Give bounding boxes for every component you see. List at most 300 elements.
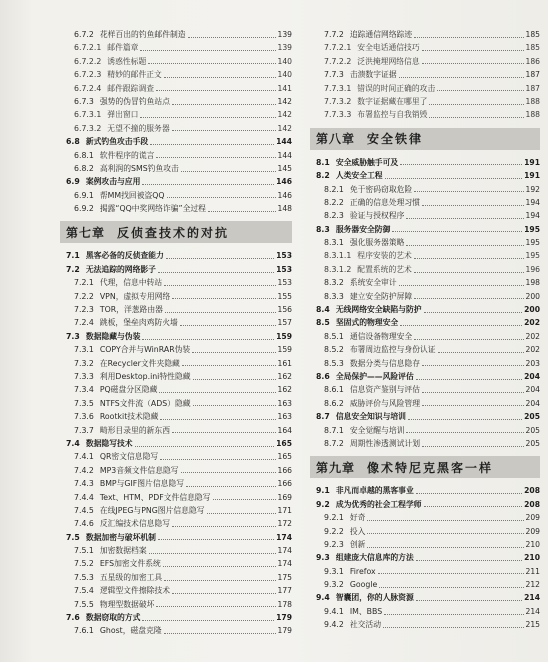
- toc-entry: [66, 504, 292, 517]
- section-title: 程序安装的艺术: [357, 251, 412, 261]
- section-title: Firefox: [349, 566, 376, 576]
- dot-leader: [182, 364, 276, 366]
- page-number: 145: [277, 163, 292, 173]
- page-number: 198: [525, 278, 540, 288]
- section-title: 信息安全知识与培训: [335, 412, 406, 422]
- dot-leader: [378, 572, 524, 574]
- dot-leader: [406, 244, 523, 246]
- toc-entry: [316, 565, 540, 578]
- page-number: 172: [277, 519, 292, 529]
- page-number: 144: [276, 137, 292, 147]
- dot-leader: [181, 170, 276, 172]
- section-title: 系统安全审计: [349, 278, 397, 288]
- dot-leader: [414, 257, 524, 259]
- page-number: 179: [276, 613, 292, 623]
- toc-entry: [316, 330, 540, 343]
- toc-entry: [316, 383, 540, 396]
- dot-leader: [422, 49, 524, 51]
- toc-entry: [316, 156, 540, 169]
- page-number: 162: [277, 371, 292, 381]
- section-number: 7.7.3: [324, 70, 344, 80]
- section-number: 7.3.3: [74, 371, 94, 381]
- toc-entry: [66, 68, 292, 81]
- toc-entry: [316, 591, 540, 604]
- dot-leader: [193, 378, 276, 380]
- section-title: 弹出窗口: [107, 110, 139, 120]
- toc-entry: [66, 330, 292, 343]
- page-number: 188: [525, 110, 540, 120]
- section-title: 免于密码窃取危险: [349, 184, 413, 194]
- section-title: 错误的时间正确的攻击: [357, 83, 436, 93]
- dot-leader: [181, 471, 276, 473]
- dot-leader: [149, 552, 276, 554]
- toc-entry: [66, 316, 292, 329]
- toc-entry: [66, 611, 292, 624]
- section-number: 6.9.1: [74, 190, 94, 200]
- page-number: 166: [277, 479, 292, 489]
- section-number: 9.4: [316, 593, 330, 603]
- dot-leader: [422, 62, 524, 64]
- section-number: 9.4.2: [324, 620, 344, 630]
- section-title: 全局保护——风险评估: [335, 371, 414, 381]
- dot-leader: [156, 89, 275, 91]
- section-title: 创新: [349, 539, 366, 549]
- toc-entry: [66, 175, 292, 188]
- dot-leader: [164, 579, 275, 581]
- page-number: 195: [524, 224, 540, 234]
- toc-entry: [316, 618, 540, 631]
- page-number: 153: [276, 264, 292, 274]
- toc-entry: [66, 383, 292, 396]
- page-number: 174: [277, 559, 292, 569]
- section-number: 8.2.3: [324, 211, 344, 221]
- page-number: 205: [524, 412, 540, 422]
- toc-entry: [66, 624, 292, 637]
- dot-leader: [159, 391, 275, 393]
- toc-entry: [66, 122, 292, 135]
- section-title: 畸形目录里的新东西: [99, 425, 171, 435]
- chapter-title: 像术特尼克黑客一样: [367, 460, 494, 475]
- section-number: 8.7.1: [324, 425, 344, 435]
- page-number: 187: [525, 70, 540, 80]
- toc-entry: [316, 236, 540, 249]
- section-number: 6.8.2: [74, 163, 94, 173]
- toc-entry: [66, 263, 292, 276]
- toc-entry: [66, 290, 292, 303]
- chapter-number: 第八章: [316, 132, 356, 147]
- page-number: 161: [277, 358, 292, 368]
- toc-entry: [316, 68, 540, 81]
- page-number: 214: [524, 593, 540, 603]
- toc-entry: [66, 357, 292, 370]
- dot-leader: [414, 271, 524, 273]
- section-title: 威胁评价与风险管理: [349, 398, 421, 408]
- section-title: PQ磁盘分区隐藏: [99, 385, 158, 395]
- dot-leader: [400, 163, 522, 165]
- section-number: 6.7.3.1: [74, 110, 102, 120]
- dot-leader: [392, 230, 522, 232]
- toc-entry: [66, 249, 292, 262]
- section-number: 7.7.2.1: [324, 43, 352, 53]
- dot-leader: [399, 76, 524, 78]
- section-number: 8.2.1: [324, 184, 344, 194]
- dot-leader: [193, 404, 276, 406]
- toc-entry: [316, 263, 540, 276]
- dot-leader: [367, 532, 523, 534]
- page-number: 156: [277, 305, 292, 315]
- dot-leader: [422, 404, 523, 406]
- chapter-heading: [310, 128, 540, 150]
- toc-entry: [66, 95, 292, 108]
- section-title: 数据隐写技术: [85, 438, 133, 448]
- section-number: 7.7.3.1: [324, 83, 352, 93]
- page-number: 139: [277, 30, 292, 39]
- page-number: 163: [277, 398, 292, 408]
- toc-entry: [66, 544, 292, 557]
- page-number: 202: [525, 331, 540, 341]
- section-number: 7.2.4: [74, 318, 94, 328]
- page-number: 192: [525, 184, 540, 194]
- toc-entry: [66, 149, 292, 162]
- section-title: 逻辑型文件擦除技术: [99, 586, 171, 596]
- section-title: 泛洪掩埋网络信息: [357, 56, 420, 66]
- section-title: Ghost，磁盘克隆: [99, 626, 162, 636]
- section-number: 8.2: [316, 171, 330, 181]
- dot-leader: [172, 103, 275, 105]
- toc-entry: [316, 316, 540, 329]
- section-number: 6.7.2: [74, 30, 94, 39]
- dot-leader: [192, 351, 275, 353]
- section-number: 8.3.1.2: [324, 264, 352, 274]
- page-number: 194: [525, 197, 540, 207]
- toc-entry: [316, 82, 540, 95]
- dot-leader: [424, 311, 523, 313]
- page-number: 140: [277, 56, 292, 66]
- dot-leader: [437, 89, 523, 91]
- page-number: 204: [524, 371, 540, 381]
- page-number: 159: [276, 331, 292, 341]
- section-number: 6.8.1: [74, 150, 94, 160]
- toc-entry: [66, 491, 292, 504]
- section-title: 非凡而卓越的黑客事业: [335, 486, 414, 496]
- section-number: 6.7.3.2: [74, 123, 102, 133]
- dot-leader: [385, 177, 523, 179]
- dot-leader: [416, 599, 522, 601]
- dot-leader: [383, 626, 523, 628]
- section-number: 6.9: [66, 177, 80, 187]
- section-title: BMP与GIF图片信息隐写: [99, 479, 185, 489]
- section-number: 8.1: [316, 157, 330, 167]
- dot-leader: [422, 445, 523, 447]
- section-title: 正确的信息处理习惯: [349, 197, 421, 207]
- toc-entry: [316, 343, 540, 356]
- toc-entry: [316, 370, 540, 383]
- dot-leader: [414, 297, 523, 299]
- section-title: 新式钓鱼攻击手段: [85, 137, 149, 147]
- toc-entry: [66, 55, 292, 68]
- section-number: 7.7.2.2: [324, 56, 352, 66]
- page-number: 196: [525, 264, 540, 274]
- dot-leader: [150, 143, 274, 145]
- section-number: 7.2: [66, 264, 80, 274]
- page-number: 146: [276, 177, 292, 187]
- dot-leader: [160, 418, 275, 420]
- toc-entry: [66, 202, 292, 215]
- toc-entry: [316, 357, 540, 370]
- section-title: 人类安全工程: [335, 171, 383, 181]
- dot-leader: [148, 62, 275, 64]
- section-title: 无望不撞的服务器: [107, 123, 170, 133]
- toc-entry: [316, 223, 540, 236]
- page-number: 142: [277, 123, 292, 133]
- dot-leader: [186, 485, 275, 487]
- page-number: 203: [525, 358, 540, 368]
- toc-entry: [66, 598, 292, 611]
- page-number: 177: [277, 586, 292, 596]
- page-number: 214: [525, 606, 540, 616]
- section-title: 数据窃取的方式: [85, 613, 141, 623]
- section-number: 7.4.6: [74, 519, 94, 529]
- section-number: 8.4: [316, 305, 330, 315]
- section-title: 配置系统的艺术: [357, 264, 412, 274]
- section-number: 7.4.3: [74, 479, 94, 489]
- section-number: 7.7.3.2: [324, 96, 352, 106]
- dot-leader: [429, 116, 523, 118]
- section-number: 7.3.2: [74, 358, 94, 368]
- page-number: 191: [524, 157, 540, 167]
- section-number: 7.3.4: [74, 385, 94, 395]
- section-title: 击溃数字证据: [349, 70, 397, 80]
- section-number: 7.2.2: [74, 291, 94, 301]
- section-title: Text、HTM、PDF文件信息隐写: [99, 492, 211, 502]
- section-number: 7.5.5: [74, 599, 94, 609]
- section-title: 通信设备物理安全: [349, 331, 413, 341]
- section-title: 周期性渗透测试计划: [349, 438, 421, 448]
- page-number: 215: [525, 620, 540, 630]
- section-title: 布署监控与自我销毁: [357, 110, 428, 120]
- page-number: 210: [525, 539, 540, 549]
- dot-leader: [156, 605, 275, 607]
- dot-leader: [414, 338, 523, 340]
- dot-leader: [172, 592, 275, 594]
- section-number: 6.7.2.2: [74, 56, 102, 66]
- toc-entry: [66, 464, 292, 477]
- dot-leader: [135, 445, 275, 447]
- toc-entry: [316, 551, 540, 564]
- toc-entry: [66, 571, 292, 584]
- section-title: 安全电话通信技巧: [357, 43, 420, 53]
- toc-entry: [316, 410, 540, 423]
- section-number: 8.3: [316, 224, 330, 234]
- toc-entry: [66, 189, 292, 202]
- section-title: 加密数据档案: [99, 546, 147, 556]
- toc-entry: [316, 511, 540, 524]
- page-number: 202: [524, 318, 540, 328]
- dot-leader: [156, 156, 275, 158]
- section-title: 安全觉醒与培训: [349, 425, 405, 435]
- toc-entry: [66, 450, 292, 463]
- dot-leader: [429, 103, 523, 105]
- page-number: 174: [277, 546, 292, 556]
- page-number: 210: [524, 553, 540, 563]
- toc-entry: [316, 209, 540, 222]
- dot-leader: [158, 271, 274, 273]
- toc-entry: [316, 95, 540, 108]
- dot-leader: [165, 311, 276, 313]
- page-number: 186: [525, 56, 540, 66]
- section-number: 8.5.2: [324, 345, 344, 355]
- section-number: 9.2.3: [324, 539, 344, 549]
- dot-leader: [213, 498, 276, 500]
- page-number: 200: [525, 291, 540, 301]
- toc-entry: [66, 343, 292, 356]
- page-number: 155: [277, 291, 292, 301]
- section-title: 精妙的邮件正文: [107, 70, 162, 80]
- section-title: 数据隐藏与伪装: [85, 331, 141, 341]
- section-number: 6.7.2.4: [74, 83, 102, 93]
- dot-leader: [416, 559, 522, 561]
- section-number: 7.4.1: [74, 452, 94, 462]
- chapter-title: 反侦查技术的对抗: [117, 225, 230, 240]
- section-number: 6.8: [66, 137, 80, 147]
- toc-entry: [316, 55, 540, 68]
- section-number: 8.3.1: [324, 238, 344, 248]
- section-title: 坚固式的物理安全: [335, 318, 399, 328]
- toc-entry: [316, 424, 540, 437]
- section-title: 建立安全防护屏障: [349, 291, 413, 301]
- dot-leader: [367, 519, 523, 521]
- page-number: 205: [525, 438, 540, 448]
- dot-leader: [422, 204, 523, 206]
- dot-leader: [166, 257, 274, 259]
- section-number: 8.7.2: [324, 438, 344, 448]
- toc-entry: [316, 41, 540, 54]
- section-title: TOR，洋葱路由器: [99, 305, 163, 315]
- toc-entry: [66, 28, 292, 41]
- section-number: 8.3.2: [324, 278, 344, 288]
- section-title: 帮MM找回被盗QQ: [99, 190, 165, 200]
- page-number: 188: [525, 96, 540, 106]
- section-number: 7.2.1: [74, 278, 94, 288]
- toc-entry: [316, 437, 540, 450]
- section-title: 数据分类与信息隐存: [349, 358, 421, 368]
- section-number: 7.3.6: [74, 412, 94, 422]
- toc-entry: [316, 498, 540, 511]
- toc-entry: [66, 517, 292, 530]
- dot-leader: [367, 546, 523, 548]
- section-title: 数据加密与破坏机制: [85, 532, 156, 542]
- section-title: 揭露“QQ中奖网络诈骗”全过程: [99, 204, 206, 214]
- section-number: 6.7.2.1: [74, 43, 102, 53]
- toc-entry: [66, 303, 292, 316]
- dot-leader: [406, 217, 523, 219]
- dot-leader: [438, 351, 524, 353]
- section-number: 9.1: [316, 486, 330, 496]
- dot-leader: [406, 431, 523, 433]
- toc-entry: [66, 424, 292, 437]
- section-number: 9.3: [316, 553, 330, 563]
- page-number: 164: [277, 425, 292, 435]
- section-number: 7.6.1: [74, 626, 94, 636]
- section-number: 8.6.1: [324, 385, 344, 395]
- page-number: 191: [524, 171, 540, 181]
- toc-entry: [66, 108, 292, 121]
- section-number: 7.6: [66, 613, 80, 623]
- toc-entry: [66, 437, 292, 450]
- section-title: 无法追踪的网络影子: [85, 264, 156, 274]
- page-number: 140: [277, 70, 292, 80]
- dot-leader: [172, 431, 275, 433]
- section-title: 黑客必备的反侦查能力: [85, 251, 164, 261]
- section-title: 软件程序的谎言: [99, 150, 155, 160]
- section-number: 7.5.2: [74, 559, 94, 569]
- section-number: 8.5.1: [324, 331, 344, 341]
- section-title: 服务器安全防御: [335, 224, 391, 234]
- dot-leader: [172, 297, 275, 299]
- dot-leader: [160, 458, 275, 460]
- dot-leader: [422, 364, 523, 366]
- dot-leader: [142, 338, 274, 340]
- page-number: 162: [277, 385, 292, 395]
- section-title: 好奇: [349, 513, 366, 523]
- dot-leader: [424, 505, 523, 507]
- section-number: 8.6.2: [324, 398, 344, 408]
- section-title: 邮件篇章: [107, 43, 139, 53]
- section-title: 安全威胁触手可及: [335, 157, 399, 167]
- page-number: 195: [525, 251, 540, 261]
- section-title: 反汇编技术信息隐写: [99, 519, 171, 529]
- dot-leader: [140, 116, 275, 118]
- toc-entry: [316, 303, 540, 316]
- page-number: 159: [277, 345, 292, 355]
- section-number: 7.4.4: [74, 492, 94, 502]
- toc-entry: [316, 578, 540, 591]
- toc-entry: [316, 290, 540, 303]
- section-title: 成为优秀的社会工程学师: [335, 499, 422, 509]
- page-number: 208: [524, 499, 540, 509]
- section-number: 7.5: [66, 532, 80, 542]
- section-title: Rootkit技术隐藏: [99, 412, 159, 422]
- toc-entry: [66, 410, 292, 423]
- section-number: 9.2: [316, 499, 330, 509]
- section-title: 追踪通信网络踪迹: [349, 30, 413, 39]
- dot-leader: [172, 129, 276, 131]
- dot-leader: [422, 391, 523, 393]
- page-number: 185: [525, 43, 540, 53]
- dot-leader: [408, 418, 522, 420]
- section-title: MP3音频文件信息隐写: [99, 465, 179, 475]
- section-title: 诱惑性标题: [107, 56, 147, 66]
- section-title: 强化服务器策略: [349, 238, 405, 248]
- section-title: 案例攻击与应用: [85, 177, 141, 187]
- page-number: 179: [277, 626, 292, 636]
- section-number: 7.4: [66, 438, 80, 448]
- page-number: 146: [277, 190, 292, 200]
- dot-leader: [379, 586, 523, 588]
- dot-leader: [207, 512, 276, 514]
- dot-leader: [164, 632, 276, 634]
- page-number: 171: [277, 505, 292, 515]
- section-number: 7.5.1: [74, 546, 94, 556]
- page-number: 202: [525, 345, 540, 355]
- section-title: 在Recycler文件夹隐藏: [99, 358, 180, 368]
- toc-entry: [66, 397, 292, 410]
- chapter-number: 第七章: [66, 225, 106, 240]
- page-number: 153: [276, 251, 292, 261]
- chapter-heading: [60, 221, 292, 243]
- page-number: 174: [276, 532, 292, 542]
- toc-entry: [66, 531, 292, 544]
